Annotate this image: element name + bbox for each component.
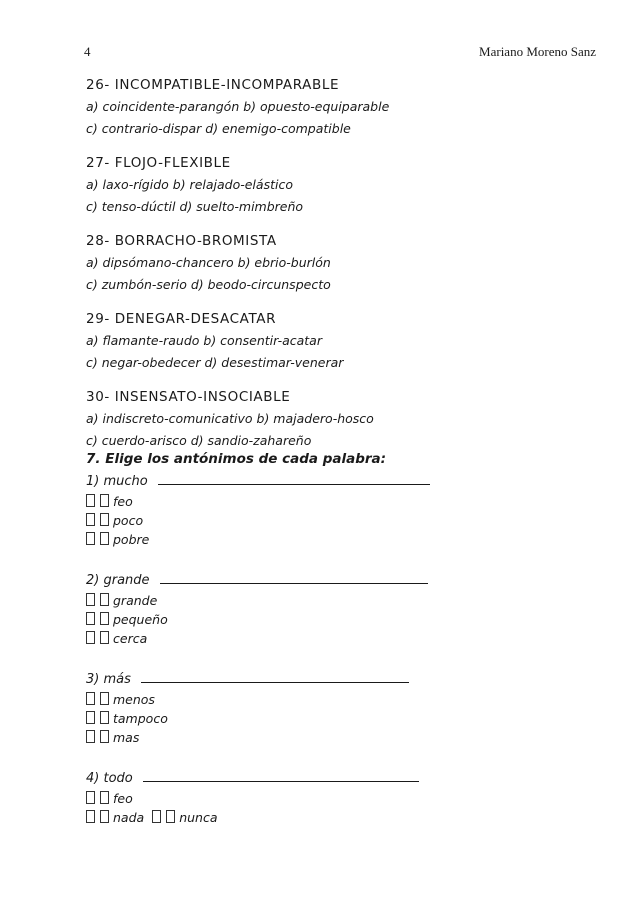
exercise-prompt: 1) mucho [86, 474, 148, 489]
option-row [86, 591, 586, 610]
question-options-cd: c) tenso-dúctil d) suelto-mimbreño [86, 199, 304, 214]
question-title: 30- INSENSATO-INSOCIABLE [86, 389, 291, 405]
checkbox-icon[interactable] [100, 631, 109, 644]
author-name: Mariano Moreno Sanz [479, 44, 596, 59]
question-options-ab: a) laxo-rígido b) relajado-elástico [86, 177, 293, 192]
question-title: 28- BORRACHO-BROMISTA [86, 233, 277, 249]
checkbox-icon[interactable] [86, 532, 95, 545]
question-27 [86, 152, 586, 218]
question-title: 29- DENEGAR-DESACATAR [86, 311, 277, 327]
page-number: 4 [84, 44, 91, 59]
question-options-cd: c) negar-obedecer d) desestimar-venerar [86, 355, 344, 370]
checkbox-icon[interactable] [86, 810, 95, 823]
question-title: 27- FLOJO-FLEXIBLE [86, 155, 231, 171]
question-30 [86, 386, 586, 452]
checkbox-icon[interactable] [100, 730, 109, 743]
page-header [84, 44, 596, 62]
question-options-cd: c) zumbón-serio d) beodo-circunspecto [86, 277, 331, 292]
answer-blank[interactable] [143, 771, 419, 782]
option-row [86, 629, 586, 648]
exercise-prompt-row [86, 472, 586, 492]
option-label: nada [113, 810, 145, 825]
checkbox-icon[interactable] [100, 810, 109, 823]
question-options-ab: a) flamante-raudo b) consentir-acatar [86, 333, 322, 348]
checkbox-icon[interactable] [86, 631, 95, 644]
exercise-prompt-row [86, 769, 586, 789]
checkbox-icon[interactable] [100, 692, 109, 705]
option-row [86, 808, 586, 827]
exercise-item-2 [86, 571, 586, 648]
option-row [86, 789, 586, 808]
checkbox-icon[interactable] [100, 494, 109, 507]
exercise-prompt: 3) más [86, 672, 131, 687]
checkbox-icon[interactable] [152, 810, 161, 823]
question-options-ab: a) dipsómano-chancero b) ebrio-burlón [86, 255, 331, 270]
option-label: menos [113, 692, 155, 707]
answer-blank[interactable] [141, 672, 409, 683]
checkbox-icon[interactable] [166, 810, 175, 823]
option-row [86, 530, 586, 549]
checkbox-icon[interactable] [86, 494, 95, 507]
checkbox-icon[interactable] [100, 791, 109, 804]
option-label: nunca [179, 810, 218, 825]
answer-blank[interactable] [158, 474, 430, 485]
exercise-prompt-row [86, 571, 586, 591]
option-row [86, 492, 586, 511]
exercise-prompt-row [86, 670, 586, 690]
exercise-title: 7. Elige los antónimos de cada palabra: [86, 451, 387, 467]
exercise-item-3 [86, 670, 586, 747]
exercise-prompt: 4) todo [86, 771, 133, 786]
question-28 [86, 230, 586, 296]
option-label: feo [113, 791, 133, 806]
antonyms-exercise [86, 446, 586, 849]
checkbox-icon[interactable] [100, 593, 109, 606]
checkbox-icon[interactable] [86, 692, 95, 705]
checkbox-icon[interactable] [100, 711, 109, 724]
option-label: tampoco [113, 711, 168, 726]
checkbox-icon[interactable] [86, 593, 95, 606]
option-label: feo [113, 494, 133, 509]
question-options-cd: c) cuerdo-arisco d) sandio-zahareño [86, 433, 312, 448]
question-29 [86, 308, 586, 374]
checkbox-icon[interactable] [86, 513, 95, 526]
answer-blank[interactable] [160, 573, 428, 584]
checkbox-icon[interactable] [86, 711, 95, 724]
option-label: pobre [113, 532, 150, 547]
checkbox-icon[interactable] [100, 513, 109, 526]
checkbox-icon[interactable] [100, 612, 109, 625]
option-label: mas [113, 730, 140, 745]
option-label: pequeño [113, 612, 168, 627]
exercise-prompt: 2) grande [86, 573, 150, 588]
option-label: cerca [113, 631, 148, 646]
checkbox-icon[interactable] [86, 612, 95, 625]
option-row [86, 511, 586, 530]
checkbox-icon[interactable] [86, 791, 95, 804]
option-row [86, 690, 586, 709]
question-26 [86, 74, 586, 140]
option-row [86, 728, 586, 747]
question-options-cd: c) contrario-dispar d) enemigo-compatible [86, 121, 351, 136]
checkbox-icon[interactable] [86, 730, 95, 743]
question-options-ab: a) coincidente-parangón b) opuesto-equiparable [86, 99, 390, 114]
checkbox-icon[interactable] [100, 532, 109, 545]
exercise-item-4 [86, 769, 586, 827]
option-row [86, 610, 586, 629]
questions-section [86, 74, 586, 464]
option-row [86, 709, 586, 728]
exercise-item-1 [86, 472, 586, 549]
question-options-ab: a) indiscreto-comunicativo b) majadero-hosco [86, 411, 374, 426]
option-label: poco [113, 513, 144, 528]
option-label: grande [113, 593, 158, 608]
question-title: 26- INCOMPATIBLE-INCOMPARABLE [86, 77, 340, 93]
